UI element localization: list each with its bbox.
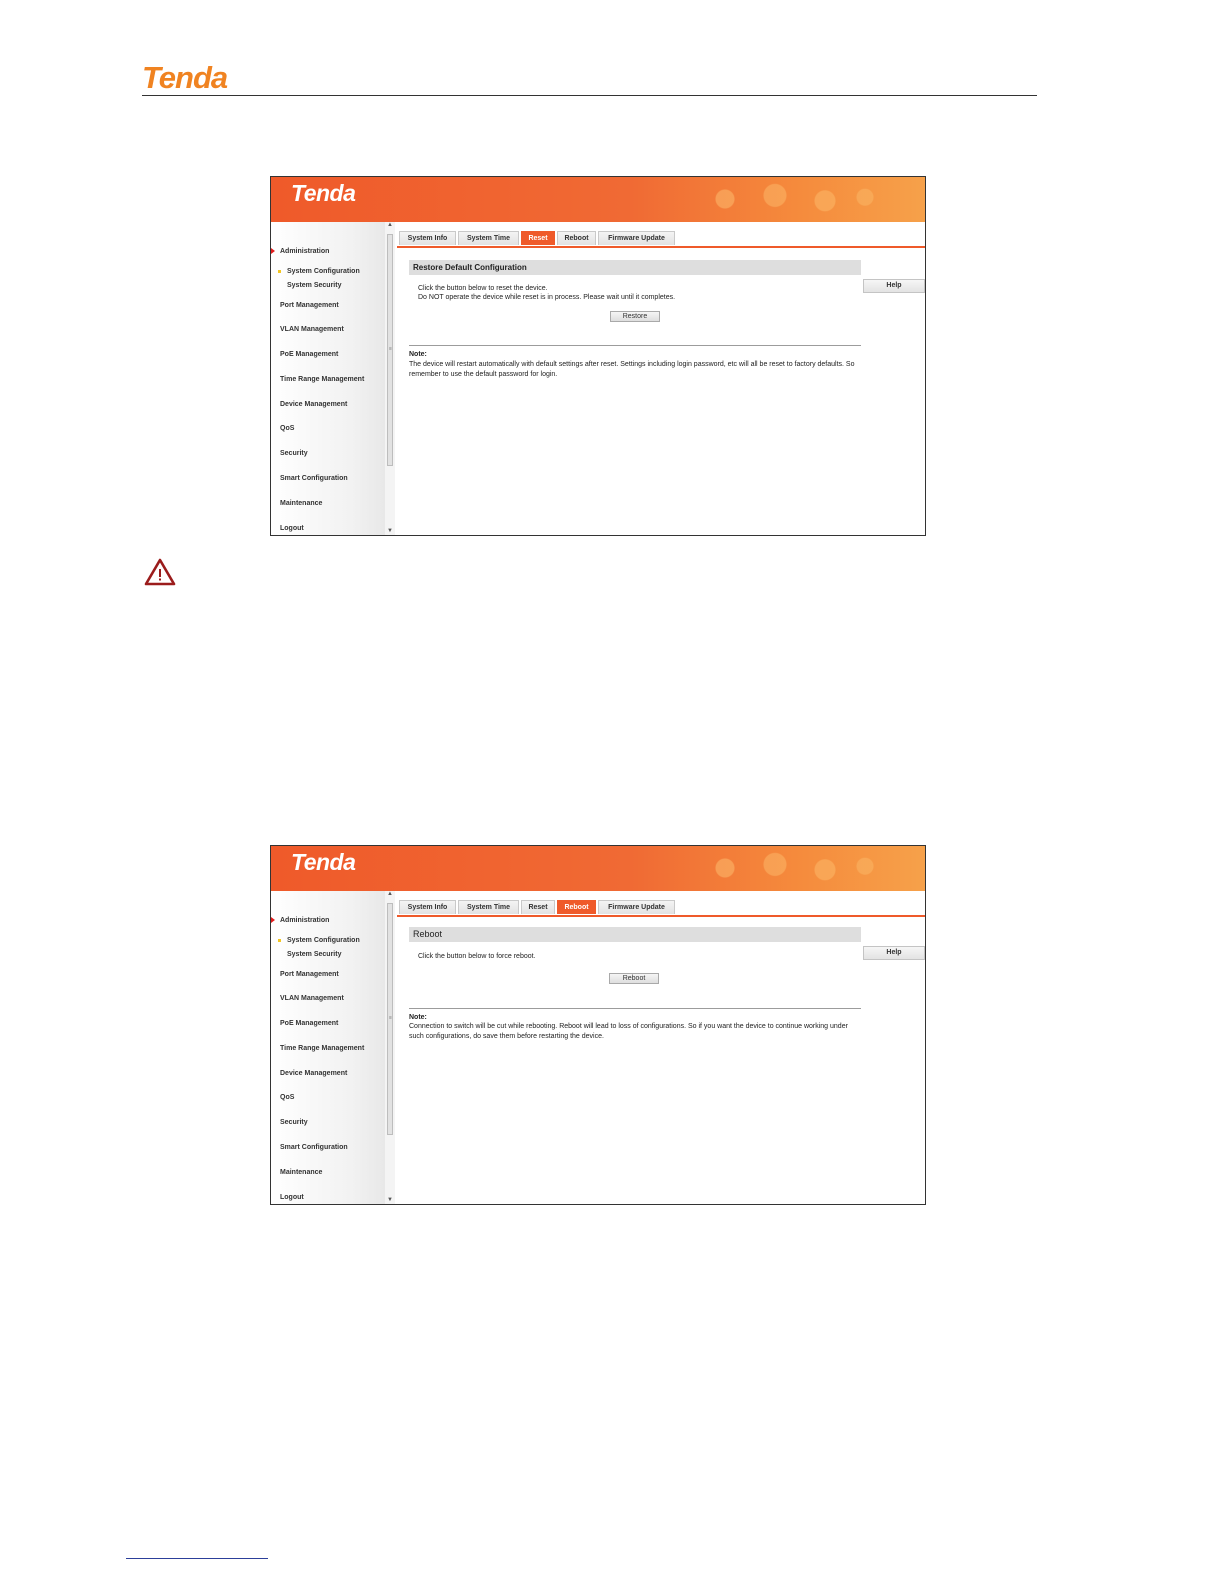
instruction-line: Click the button below to force reboot.	[418, 953, 536, 960]
tab-reboot[interactable]: Reboot	[557, 231, 596, 245]
tab-reset[interactable]: Reset	[521, 900, 555, 914]
scroll-up-icon[interactable]: ▲	[387, 222, 393, 228]
sidebar-item-time-range-management[interactable]: Time Range Management	[280, 1045, 365, 1052]
sidebar-item-device-management[interactable]: Device Management	[280, 401, 348, 408]
sidebar-item-logout[interactable]: Logout	[280, 525, 304, 532]
help-button[interactable]: Help	[863, 279, 925, 293]
tab-system-time[interactable]: System Time	[458, 900, 519, 914]
note-text: The device will restart automatically with default settings after reset. Settings including login password, etc will all be reset to factory defaults. So remember to use the default password for login.	[409, 361, 855, 378]
sidebar-item-security[interactable]: Security	[280, 1119, 308, 1126]
section-title: Restore Default Configuration	[409, 260, 861, 275]
page-logo: Tenda	[142, 60, 228, 95]
tab-firmware-update[interactable]: Firmware Update	[598, 231, 675, 245]
tab-system-info[interactable]: System Info	[399, 900, 456, 914]
sidebar-item-system-security[interactable]: System Security	[287, 951, 342, 958]
banner-logo: Tenda	[291, 180, 356, 206]
banner-decoration	[685, 850, 885, 886]
header-rule	[142, 95, 1037, 96]
sidebar-item-system-security[interactable]: System Security	[287, 282, 342, 289]
banner	[271, 177, 925, 222]
help-button[interactable]: Help	[863, 946, 925, 960]
scroll-thumb[interactable]	[387, 903, 393, 1135]
tab-reboot[interactable]: Reboot	[557, 900, 596, 914]
sidebar-item-security[interactable]: Security	[280, 450, 308, 457]
tab-firmware-update[interactable]: Firmware Update	[598, 900, 675, 914]
tab-system-info[interactable]: System Info	[399, 231, 456, 245]
sub-dot-icon	[278, 939, 281, 942]
sidebar-item-smart-configuration[interactable]: Smart Configuration	[280, 475, 348, 482]
note-text: Connection to switch will be cut while rebooting. Reboot will lead to loss of configurations. So if you want the device to continue working under such configurations, do save them before restarting the device.	[409, 1023, 848, 1040]
sidebar-item-administration[interactable]: Administration	[280, 248, 330, 255]
banner	[271, 846, 925, 891]
scroll-down-icon[interactable]: ▼	[387, 528, 393, 534]
note-label: Note:	[409, 1014, 427, 1021]
sidebar-item-poe-management[interactable]: PoE Management	[280, 351, 339, 358]
warning-line: Do NOT operate the device while reset is in process. Please wait until it completes.	[418, 294, 676, 301]
reboot-button[interactable]: Reboot	[609, 973, 659, 984]
footer-rule	[126, 1558, 268, 1559]
sidebar-item-qos[interactable]: QoS	[280, 1094, 295, 1101]
sidebar-item-smart-configuration[interactable]: Smart Configuration	[280, 1144, 348, 1151]
sidebar-item-maintenance[interactable]: Maintenance	[280, 500, 323, 507]
sidebar-item-time-range-management[interactable]: Time Range Management	[280, 376, 365, 383]
sub-dot-icon	[278, 270, 281, 273]
active-marker-icon	[271, 248, 275, 254]
sidebar-item-vlan-management[interactable]: VLAN Management	[280, 995, 344, 1002]
warning-triangle-icon	[144, 558, 176, 586]
sidebar-item-administration[interactable]: Administration	[280, 917, 330, 924]
banner-decoration	[685, 181, 885, 217]
screenshot-reset	[270, 176, 926, 536]
divider	[409, 345, 861, 346]
tab-system-time[interactable]: System Time	[458, 231, 519, 245]
sidebar-item-vlan-management[interactable]: VLAN Management	[280, 326, 344, 333]
sidebar-item-qos[interactable]: QoS	[280, 425, 295, 432]
tab-reset[interactable]: Reset	[521, 231, 555, 245]
sidebar-scrollbar[interactable]	[385, 891, 395, 1205]
instruction-line: Click the button below to reset the device.	[418, 285, 548, 292]
sidebar-item-system-configuration[interactable]: System Configuration	[287, 937, 360, 944]
sidebar-item-poe-management[interactable]: PoE Management	[280, 1020, 339, 1027]
restore-button[interactable]: Restore	[610, 311, 660, 322]
scroll-up-icon[interactable]: ▲	[387, 891, 393, 897]
sidebar-item-maintenance[interactable]: Maintenance	[280, 1169, 323, 1176]
tab-bar	[397, 231, 926, 248]
banner-logo: Tenda	[291, 849, 356, 875]
scroll-down-icon[interactable]: ▼	[387, 1197, 393, 1203]
note-label: Note:	[409, 351, 427, 358]
scroll-thumb[interactable]	[387, 234, 393, 466]
scroll-grip-icon: ≡	[389, 1015, 392, 1021]
sidebar	[271, 891, 385, 1205]
tab-bar	[397, 900, 926, 917]
sidebar	[271, 222, 385, 536]
sidebar-item-system-configuration[interactable]: System Configuration	[287, 268, 360, 275]
active-marker-icon	[271, 917, 275, 923]
scroll-grip-icon: ≡	[389, 346, 392, 352]
sidebar-scrollbar[interactable]	[385, 222, 395, 536]
sidebar-item-device-management[interactable]: Device Management	[280, 1070, 348, 1077]
sidebar-item-logout[interactable]: Logout	[280, 1194, 304, 1201]
sidebar-item-port-management[interactable]: Port Management	[280, 971, 339, 978]
divider	[409, 1008, 861, 1009]
section-title: Reboot	[409, 927, 861, 942]
screenshot-reboot	[270, 845, 926, 1205]
sidebar-item-port-management[interactable]: Port Management	[280, 302, 339, 309]
